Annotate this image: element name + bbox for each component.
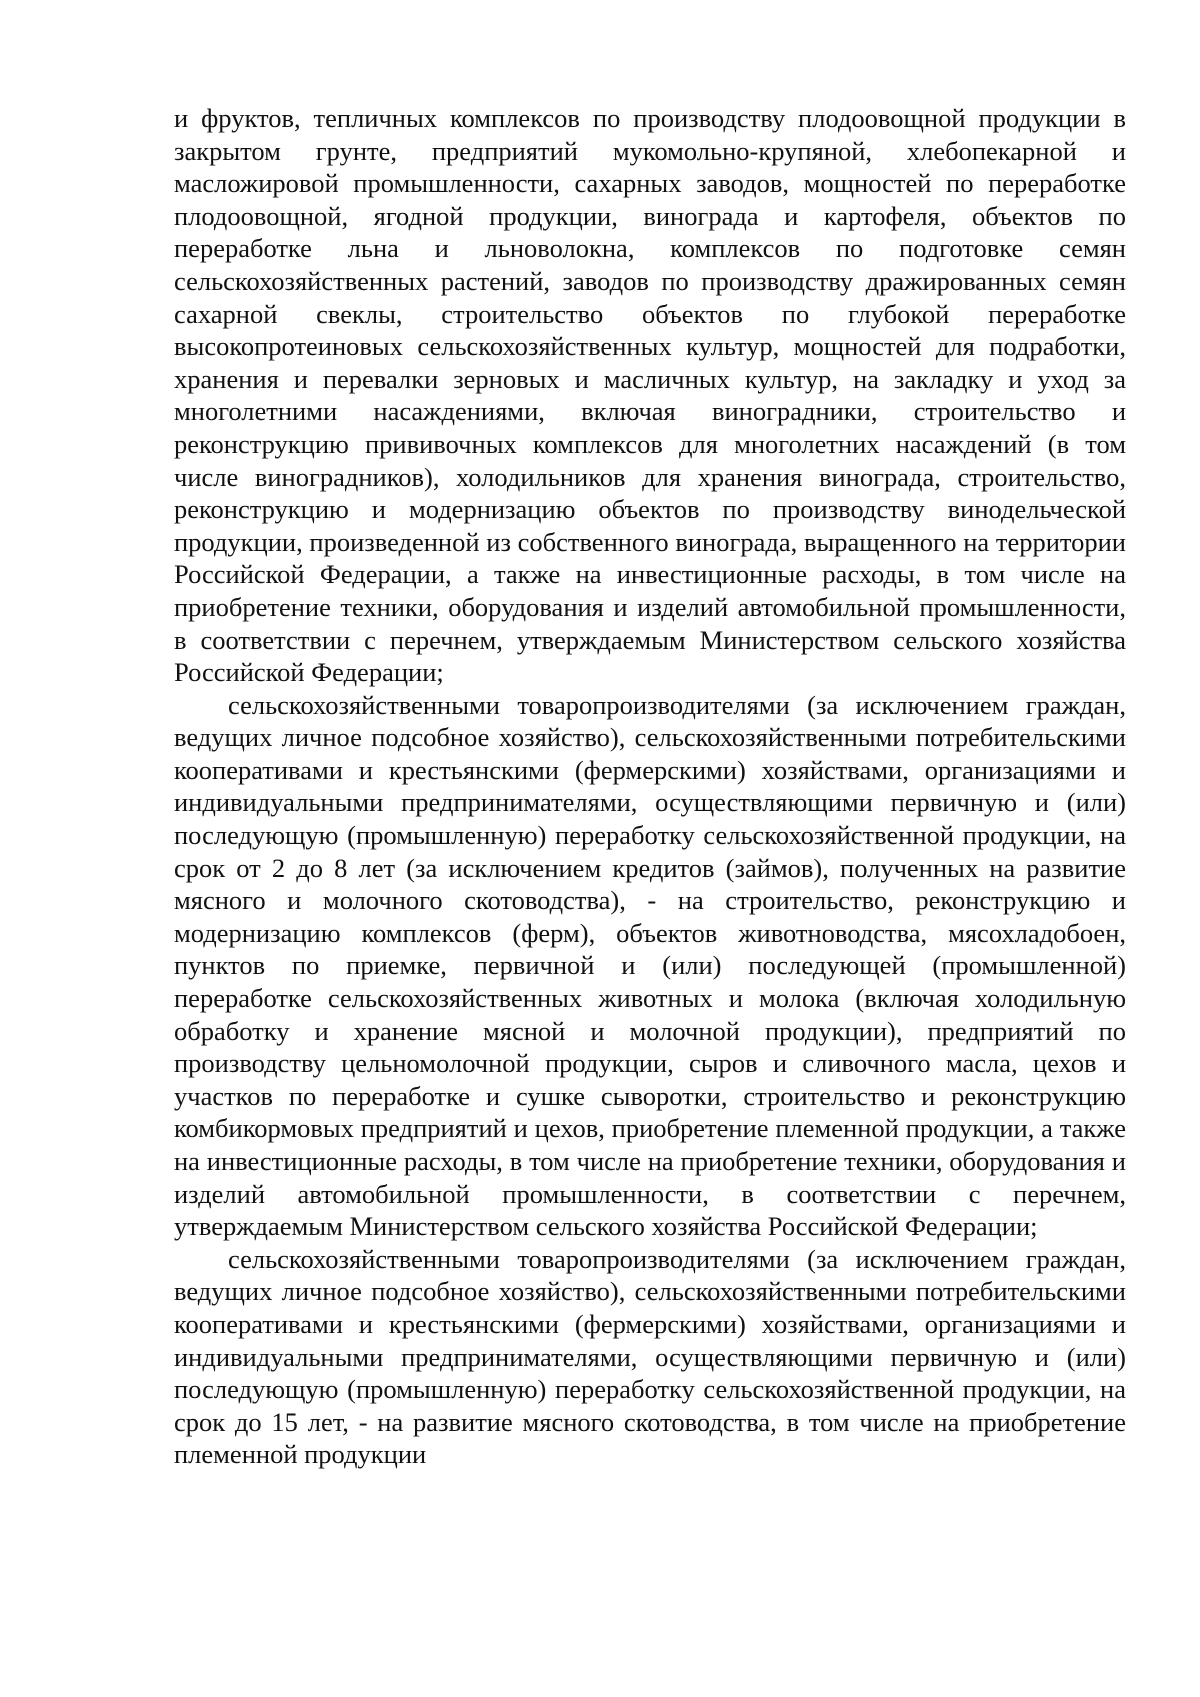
paragraph-item: сельскохозяйственными товаропроизводителями (за исключением граждан, ведущих личное подсобное хозяйство), сельскохозяйственными потребительскими кооперативами и крестьянскими (фермерскими) хозяйствами, организациями и индивидуальными предпринимателями, осуществляющими первичную и (или) последующую (промышленную) переработку сельскохозяйственной продукции, на срок до 15 лет, - на развитие мясного скотоводства, в том числе на приобретение племенной продукции: [174, 1243, 1126, 1470]
paragraph-continuation: и фруктов, тепличных комплексов по производству плодоовощной продукции в закрытом грунте, предприятий мукомольно-крупяной, хлебопекарной и масложировой промышленности, сахарных заводов, мощностей по переработке плодоовощной, ягодной продукции, винограда и картофеля, объектов по переработке льна и льноволокна, комплексов по подготовке семян сельскохозяйственных растений, заводов по производству дражированных семян сахарной свеклы, строительство объектов по глубокой переработке высокопротеиновых сельскохозяйственных культур, мощностей для подработки, хранения и перевалки зерновых и масличных культур, на закладку и уход за многолетними насаждениями, включая виноградники, строительство и реконструкцию прививочных комплексов для многолетних насаждений (в том числе виноградников), холодильников для хранения винограда, строительство, реконструкцию и модернизацию объектов по производству винодельческой продукции, произведенной из собственного винограда, выращенного на территории Российской Федерации, а также на инвестиционные расходы, в том числе на приобретение техники, оборудования и изделий автомобильной промышленности, в соответствии с перечнем, утверждаемым Министерством сельского хозяйства Российской Федерации;: [174, 103, 1126, 688]
paragraph-item: сельскохозяйственными товаропроизводителями (за исключением граждан, ведущих личное подсобное хозяйство), сельскохозяйственными потребительскими кооперативами и крестьянскими (фермерскими) хозяйствами, организациями и индивидуальными предпринимателями, осуществляющими первичную и (или) последующую (промышленную) переработку сельскохозяйственной продукции, на срок от 2 до 8 лет (за исключением кредитов (займов), полученных на развитие мясного и молочного скотоводства), - на строительство, реконструкцию и модернизацию комплексов (ферм), объектов животноводства, мясохладобоен, пунктов по приемке, первичной и (или) последующей (промышленной) переработке сельскохозяйственных животных и молока (включая холодильную обработку и хранение мясной и молочной продукции), предприятий по производству цельномолочной продукции, сыров и сливочного масла, цехов и участков по переработке и сушке сыворотки, строительство и реконструкцию комбикормовых предприятий и цехов, приобретение племенной продукции, а также на инвестиционные расходы, в том числе на приобретение техники, оборудования и изделий автомобильной промышленности, в соответствии с перечнем, утверждаемым Министерством сельского хозяйства Российской Федерации;: [174, 689, 1126, 1242]
document-body: [174, 102, 1126, 1471]
